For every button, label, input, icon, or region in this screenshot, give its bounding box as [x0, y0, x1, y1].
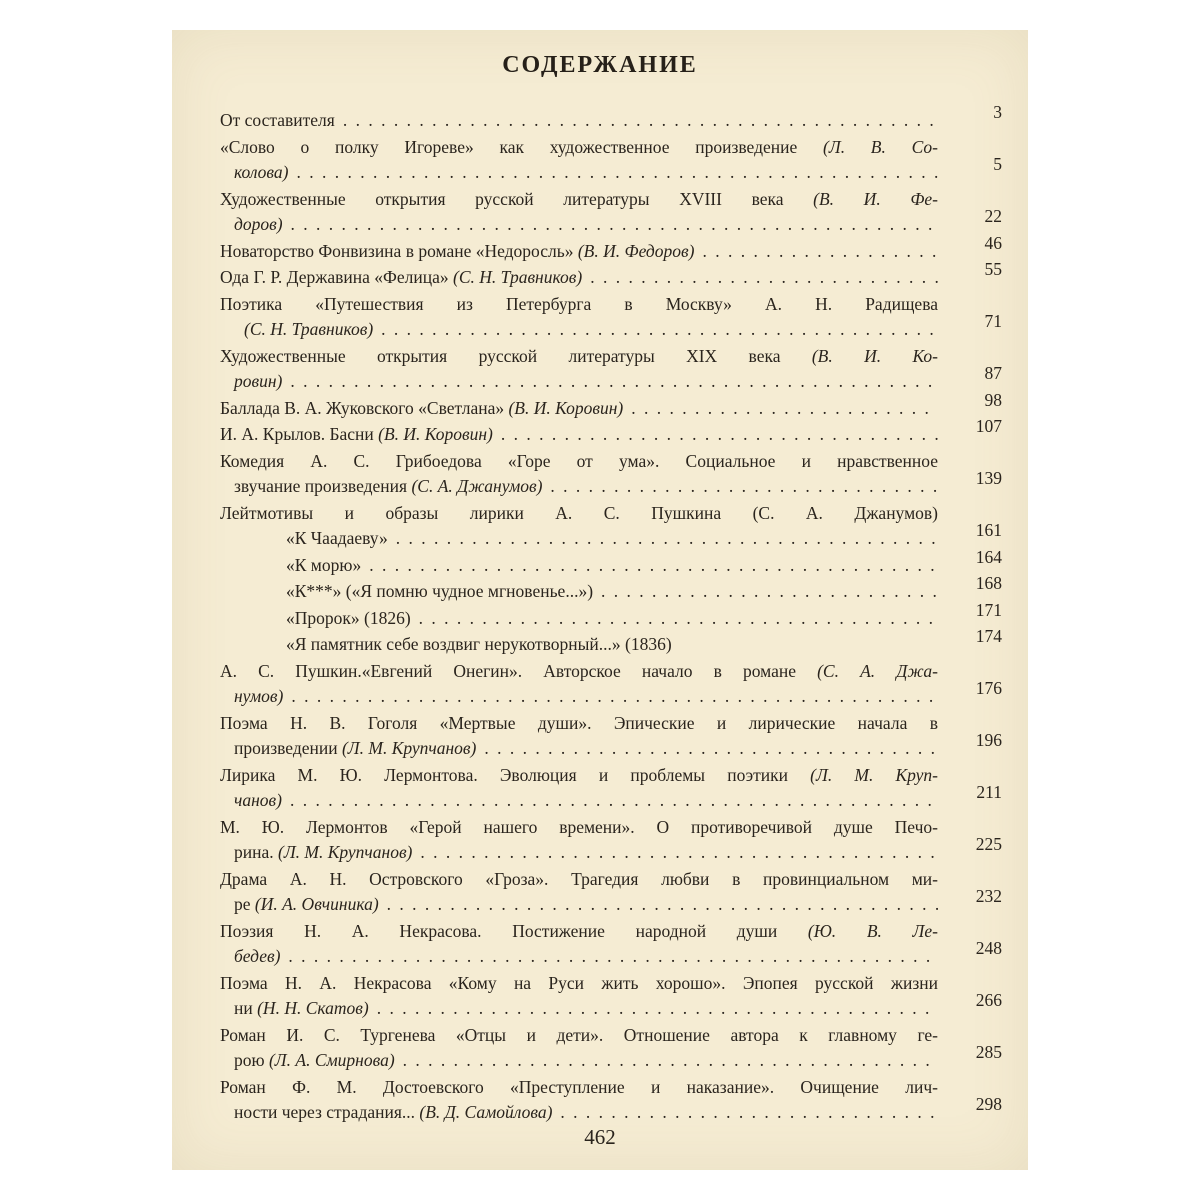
entry-page-number: 87 [984, 363, 1002, 383]
table-of-contents [220, 102, 1002, 1127]
entry-last-line [220, 259, 1002, 291]
entry-text [286, 632, 672, 658]
entry-author: колова) [234, 162, 289, 182]
toc-entry[interactable] [220, 344, 1002, 395]
entry-title: «К***» («Я помню чудное мгновенье...») [286, 581, 594, 601]
entry-line [220, 1023, 1002, 1049]
entry-author: (В. И. Федоров) [573, 240, 695, 261]
entry-last-line [220, 1094, 1002, 1126]
toc-entry[interactable] [220, 573, 1002, 605]
toc-entry[interactable] [220, 867, 1002, 918]
entry-text: А. С. Пушкин.«Евгений Онегин». Авторское начало в романе [220, 660, 818, 681]
toc-entry[interactable] [220, 546, 1002, 579]
entry-text [220, 396, 623, 422]
entry-line [220, 449, 1002, 475]
entry-page-number: 139 [975, 468, 1002, 488]
entry-text: Поэзия Н. А. Некрасова. Постижение народной души [220, 920, 808, 941]
entry-title: произведении [234, 738, 338, 758]
entry-page-number: 98 [984, 389, 1002, 410]
book-page [172, 30, 1028, 1170]
entry-title: ре [234, 894, 251, 914]
entry-author: чанов) [234, 790, 282, 810]
toc-entry[interactable] [220, 135, 1002, 186]
entry-author: ровин) [234, 371, 283, 391]
entry-title: рина. [234, 842, 274, 862]
toc-entry[interactable] [220, 102, 1002, 134]
toc-entry[interactable] [220, 1023, 1002, 1074]
entry-author: (Л. М. Крупчанов) [273, 842, 413, 862]
entry-page-number: 5 [993, 154, 1002, 174]
entry-text: Лирика М. Ю. Лермонтова. Эволюция и проблемы поэтики [220, 764, 811, 785]
entry-last-line [220, 468, 1002, 500]
entry-text [220, 422, 493, 448]
entry-line [220, 815, 1002, 841]
entry-text [234, 996, 369, 1022]
entry-author: (В. И. Коровин) [504, 397, 624, 418]
entry-line [220, 292, 1002, 318]
entry-text: Поэма Н. А. Некрасова «Кому на Руси жить хорошо». Эпопея русской жизни [220, 972, 938, 993]
entry-line [220, 711, 1002, 737]
entry-title: ности через страдания... [234, 1102, 416, 1122]
entry-author: (В. И. Коровин) [373, 424, 493, 444]
entry-author: (С. Н. Травников) [244, 319, 374, 339]
entry-text: М. Ю. Лермонтов «Герой нашего времени». О противоречивой душе Печо- [220, 816, 938, 837]
dot-leader [288, 944, 938, 970]
entry-author: (Л. М. Крупчанов) [337, 738, 477, 758]
entry-title: Ода Г. Р. Державина «Фелица» [220, 267, 449, 287]
entry-page-number: 171 [975, 599, 1002, 620]
dot-leader [291, 212, 938, 238]
entry-author: доров) [234, 214, 283, 234]
entry-text: Художественные открытия русской литературы XIX века [220, 345, 812, 366]
entry-last-line [220, 938, 1002, 970]
entry-author: (В. Д. Самойлова) [415, 1102, 553, 1122]
toc-entry[interactable] [220, 815, 1002, 866]
entry-text [244, 317, 373, 343]
dot-leader [296, 160, 938, 186]
entry-page-number: 298 [975, 1094, 1002, 1114]
entry-page-number: 168 [975, 573, 1002, 593]
toc-entry[interactable] [220, 626, 1002, 658]
dot-leader [290, 369, 938, 395]
entry-text [234, 840, 412, 866]
entry-author: нумов) [234, 686, 284, 706]
entry-page-number: 46 [984, 232, 1002, 253]
entry-last-line [220, 834, 1002, 866]
toc-entry[interactable] [220, 416, 1002, 448]
entry-line [220, 763, 1002, 789]
dot-leader [501, 422, 938, 448]
entry-title: ни [234, 998, 253, 1018]
entry-page-number: 196 [975, 730, 1002, 750]
toc-entry[interactable] [220, 1075, 1002, 1126]
entry-title: «Я памятник себе воздвиг нерукотворный...» (1836) [286, 634, 672, 654]
entry-last-line [220, 154, 1002, 186]
entry-text [234, 788, 282, 814]
dot-leader [396, 526, 938, 552]
dot-leader [420, 840, 938, 866]
entry-text [234, 369, 282, 395]
entry-title: «К Чаадаеву» [286, 528, 388, 548]
toc-entry[interactable] [220, 711, 1002, 762]
entry-text [234, 892, 379, 918]
entry-text [234, 684, 283, 710]
entry-last-line [220, 990, 1002, 1022]
toc-entry[interactable] [220, 763, 1002, 814]
entry-last-line [220, 1042, 1002, 1074]
entry-page-number: 22 [984, 206, 1002, 226]
page-number: 462 [584, 1125, 616, 1149]
entry-last-line [220, 782, 1002, 814]
entry-author: (Л. В. Со- [823, 136, 938, 157]
entry-last-line [220, 678, 1002, 710]
entry-title: «К морю» [286, 554, 362, 575]
entry-text: Поэма Н. В. Гоголя «Мертвые души». Эпические и лирические начала в [220, 712, 938, 733]
dot-leader [590, 265, 938, 291]
entry-text: Роман И. С. Тургенева «Отцы и дети». Отношение автора к главному ге- [220, 1024, 938, 1045]
dot-leader [369, 553, 938, 579]
dot-leader [484, 736, 938, 762]
toc-entry[interactable] [220, 919, 1002, 970]
entry-title: От составителя [220, 110, 335, 130]
entry-title: рою [234, 1050, 265, 1070]
entry-line [220, 187, 1002, 213]
entry-text [234, 736, 476, 762]
toc-entry[interactable] [220, 187, 1002, 238]
entry-line [220, 1075, 1002, 1101]
entry-text: Художественные открытия русской литературы XVIII века [220, 188, 814, 209]
dot-leader [381, 317, 938, 343]
toc-entry[interactable] [220, 389, 1002, 422]
entry-text [234, 1100, 552, 1126]
entry-page-number: 161 [975, 520, 1002, 540]
entry-text [220, 239, 694, 265]
entry-last-line [220, 389, 1002, 422]
entry-last-line [220, 363, 1002, 395]
entry-last-line [220, 416, 1002, 448]
entry-page-number: 211 [976, 782, 1002, 802]
dot-leader [560, 1100, 938, 1126]
entry-last-line [220, 232, 1002, 265]
entry-line [220, 971, 1002, 997]
entry-text [286, 553, 361, 579]
entry-page-number: 266 [975, 990, 1002, 1010]
entry-author: (С. А. Джа- [817, 660, 938, 681]
entry-line [220, 135, 1002, 161]
entry-page-number: 176 [975, 678, 1002, 698]
entry-line [220, 501, 1002, 527]
toc-entry[interactable] [220, 659, 1002, 710]
entry-last-line [220, 626, 1002, 658]
dot-leader [601, 579, 938, 605]
entry-text [234, 944, 280, 970]
toc-entry[interactable] [220, 501, 1002, 552]
entry-page-number: 232 [975, 886, 1002, 906]
entry-last-line [220, 573, 1002, 605]
entry-page-number: 55 [984, 259, 1002, 279]
entry-text [234, 160, 288, 186]
entry-author: (В. И. Фе- [813, 188, 938, 209]
entry-title: Баллада В. А. Жуковского «Светлана» [220, 397, 505, 418]
entry-text [234, 1048, 395, 1074]
dot-leader [290, 788, 938, 814]
dot-leader [550, 474, 938, 500]
dot-leader [377, 996, 938, 1022]
dot-leader [702, 239, 938, 265]
entry-text [286, 606, 411, 632]
entry-line [220, 344, 1002, 370]
entry-line [220, 919, 1002, 945]
toc-entry[interactable] [220, 259, 1002, 291]
entry-page-number: 285 [975, 1042, 1002, 1062]
entry-author: (Л. М. Круп- [810, 764, 938, 785]
entry-page-number: 107 [975, 416, 1002, 436]
entry-author: (Л. А. Смирнова) [264, 1050, 395, 1070]
entry-text [234, 474, 542, 500]
entry-text [234, 212, 283, 238]
entry-last-line [220, 311, 1002, 343]
entry-text: «Слово о полку Игореве» как художественное произведение [220, 136, 824, 157]
entry-last-line [220, 730, 1002, 762]
toc-entry[interactable] [220, 971, 1002, 1022]
entry-last-line [220, 886, 1002, 918]
entry-author: (В. И. Ко- [811, 345, 938, 366]
dot-leader [419, 606, 938, 632]
entry-page-number: 3 [993, 102, 1002, 122]
entry-author: (С. Н. Травников) [448, 267, 583, 287]
entry-text: Комедия А. С. Грибоедова «Горе от ума». Социальное и нравственное [220, 450, 938, 471]
entry-text [220, 265, 582, 291]
entry-author: (Н. Н. Скатов) [252, 998, 369, 1018]
entry-last-line [220, 546, 1002, 579]
dot-leader [291, 684, 938, 710]
entry-text [286, 579, 593, 605]
entry-author: (Ю. В. Ле- [807, 920, 938, 941]
entry-page-number: 71 [984, 311, 1002, 331]
entry-page-number: 225 [975, 834, 1002, 854]
toc-entry[interactable] [220, 232, 1002, 265]
entry-title: звучание произведения [234, 476, 408, 496]
entry-page-number: 248 [975, 938, 1002, 958]
entry-line [220, 867, 1002, 893]
entry-last-line [220, 520, 1002, 552]
entry-author: (С. А. Джанумов) [407, 476, 543, 496]
entry-last-line [220, 206, 1002, 238]
toc-entry[interactable] [220, 292, 1002, 343]
entry-line [220, 659, 1002, 685]
entry-text [286, 526, 388, 552]
entry-page-number: 174 [975, 626, 1002, 646]
entry-page-number: 164 [975, 546, 1002, 567]
page-title: СОДЕРЖАНИЕ [502, 52, 698, 78]
dot-leader [403, 1048, 938, 1074]
entry-title: «Пророк» (1826) [286, 607, 411, 628]
entry-text: Лейтмотивы и образы лирики А. С. Пушкина (С. А. Джанумов) [220, 502, 938, 523]
entry-text: Роман Ф. М. Достоевского «Преступление и наказание». Очищение лич- [220, 1076, 938, 1097]
entry-last-line [220, 102, 1002, 134]
entry-title: И. А. Крылов. Басни [220, 424, 374, 444]
entry-author: бедев) [234, 946, 281, 966]
dot-leader [387, 892, 938, 918]
dot-leader [343, 108, 938, 134]
toc-entry[interactable] [220, 599, 1002, 632]
entry-title: Новаторство Фонвизина в романе «Недоросль» [220, 240, 574, 261]
entry-text: Драма А. Н. Островского «Гроза». Трагедия любви в провинциальном ми- [220, 868, 938, 889]
entry-last-line [220, 599, 1002, 632]
entry-author: (И. А. Овчиника) [250, 894, 379, 914]
dot-leader [631, 396, 938, 422]
entry-text: Поэтика «Путешествия из Петербурга в Москву» А. Н. Радищева [220, 293, 938, 314]
toc-entry[interactable] [220, 449, 1002, 500]
